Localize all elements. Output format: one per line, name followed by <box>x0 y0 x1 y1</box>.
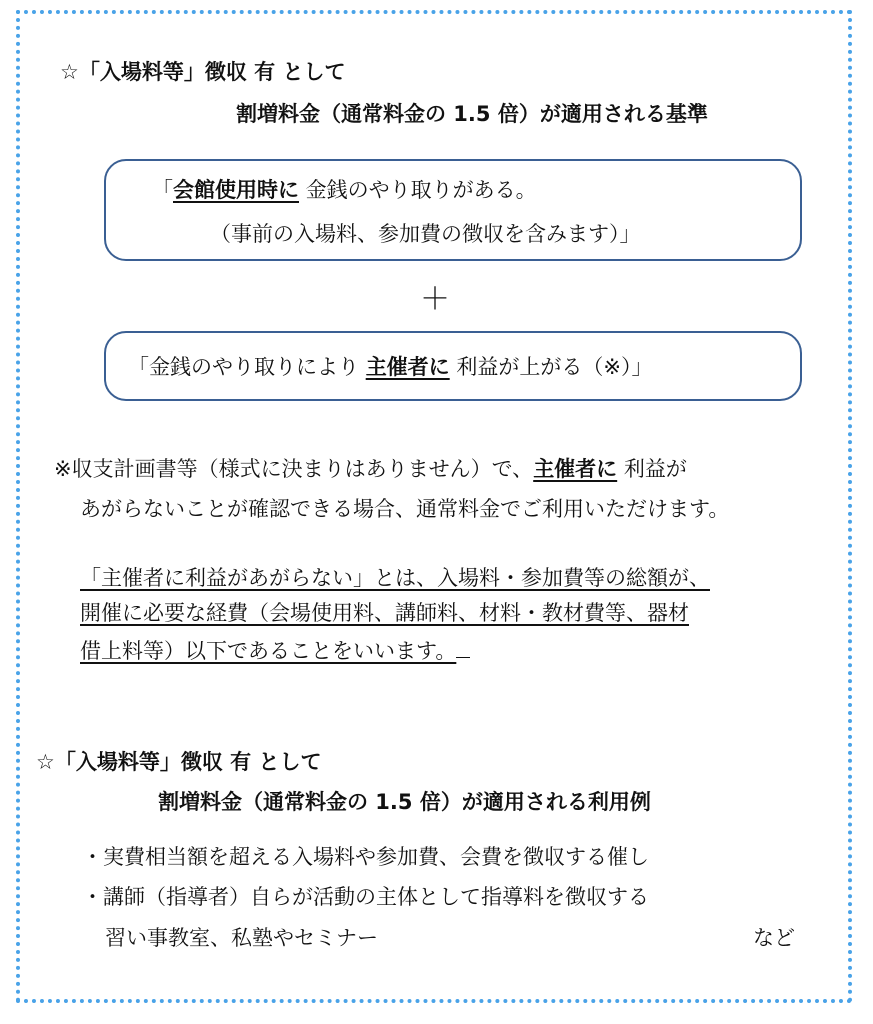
criteria-box-1-line1 <box>152 177 537 203</box>
note-underlined-organizer: 主催者に <box>533 457 618 481</box>
criteria-box-2-text <box>128 354 652 380</box>
list-item: ・実費相当額を超える入場料や参加費、会費を徴収する催し <box>82 845 649 869</box>
section1-heading-line1: ☆「入場料等」徴収 有 として <box>60 60 346 84</box>
definition-line1: 「主催者に利益があがらない」とは、入場料・参加費等の総額が、 <box>80 566 710 590</box>
etc-label: など <box>753 926 795 950</box>
open-quote: 「 <box>152 178 173 202</box>
section1-heading-line2: 割増料金（通常料金の 1.5 倍）が適用される基準 <box>236 102 708 126</box>
section2-heading-line2: 割増料金（通常料金の 1.5 倍）が適用される利用例 <box>158 790 651 814</box>
criteria-box-2-part2: 利益が上がる（※）」 <box>449 355 653 379</box>
definition-line3-text: 借上料等）以下であることをいいます。 <box>80 639 457 663</box>
section2-heading-line1: ☆「入場料等」徴収 有 として <box>36 750 322 774</box>
plus-sign: ＋ <box>420 282 450 317</box>
definition-line3 <box>80 635 470 664</box>
underlined-term-venue-use: 会館使用時に <box>173 178 299 202</box>
criteria-box-1-rest: 金銭のやり取りがある。 <box>299 178 537 202</box>
note-line1-part2: 利益が <box>617 457 687 481</box>
criteria-box-1-line2: （事前の入場料、参加費の徴収を含みます）」 <box>210 222 641 246</box>
list-item: ・講師（指導者）自らが活動の主体として指導料を徴収する <box>82 885 649 909</box>
note-line1-part1: ※収支計画書等（様式に決まりはありません）で、 <box>54 457 534 481</box>
criteria-box-2-part1: 「金銭のやり取りにより <box>128 355 366 379</box>
note-line2: あがらないことが確認できる場合、通常料金でご利用いただけます。 <box>80 497 730 521</box>
underlined-term-organizer: 主催者に <box>365 355 450 379</box>
definition-line2: 開催に必要な経費（会場使用料、講師料、材料・教材費等、器材 <box>80 601 689 625</box>
note-line1 <box>54 456 687 482</box>
underline-tail <box>456 635 470 658</box>
list-item-continuation: 習い事教室、私塾やセミナー <box>105 926 378 950</box>
